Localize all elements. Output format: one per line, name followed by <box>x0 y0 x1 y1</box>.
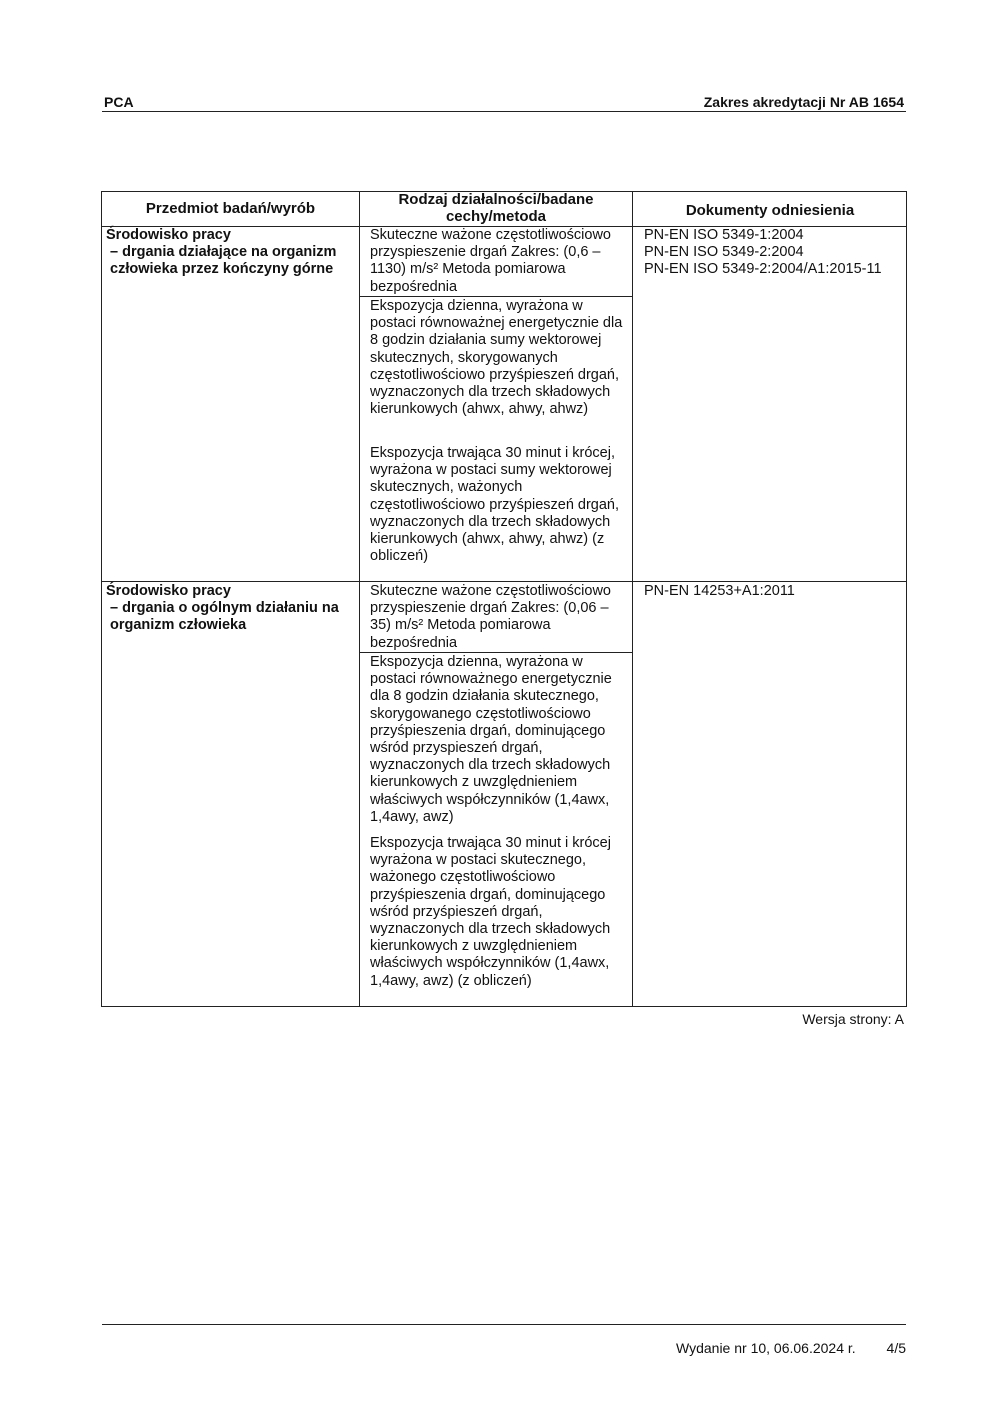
reference-item: PN-EN ISO 5349-2:2004 <box>644 244 804 260</box>
column-header-method: Rodzaj działalności/badane cechy/metoda <box>398 191 594 225</box>
header-left: PCA <box>104 94 134 110</box>
column-header-references: Dokumenty odniesienia <box>685 202 855 219</box>
reference-item: PN-EN 14253+A1:2011 <box>644 583 795 599</box>
reference-item: PN-EN ISO 5349-2:2004/A1:2015-11 <box>644 261 882 277</box>
footer-issue: Wydanie nr 10, 06.06.2024 r. <box>676 1340 856 1356</box>
reference-item: PN-EN ISO 5349-1:2004 <box>644 227 804 243</box>
method-daily-exposure: Ekspozycja dzienna, wyrażona w postaci równoważnej energetycznie dla 8 godzin działania sumy wektorowej skutecznych, skorygowanych częstotliwościowo przyśpieszeń drgań, wyznaczonych dla trzech składowych kierunkowych (ahwx, ahwy, ahwz) <box>370 298 623 418</box>
method-daily-exposure: Ekspozycja dzienna, wyrażona w postaci równoważnego energetycznie dla 8 godzin działania skutecznego, skorygowanego częstotliwościowo przyśpieszenia drgań, dominującego wśród przyspieszeń drgań, wyznaczonych dla trzech składowych kierunkowych z uwzględnieniem właściwych współczynników (1,4awx, 1,4awy, awz) <box>370 654 612 825</box>
row-subject <box>106 227 356 278</box>
header-rule <box>102 111 906 112</box>
footer-rule <box>102 1324 906 1325</box>
header-right: Zakres akredytacji Nr AB 1654 <box>703 94 904 110</box>
column-divider <box>359 192 360 1006</box>
reference-documents <box>644 227 904 278</box>
subject-title: Środowisko pracy <box>106 227 231 243</box>
subject-title: Środowisko pracy <box>106 583 231 599</box>
footer-page-number: 4/5 <box>886 1340 906 1356</box>
subject-detail: – drgania działające na organizm człowieka przez kończyny górne <box>110 244 337 277</box>
row-divider <box>102 581 906 582</box>
page-version: Wersja strony: A <box>802 1011 904 1027</box>
method-short-exposure: Ekspozycja trwająca 30 minut i krócej wyrażona w postaci skutecznego, ważonego częstotliwościowo przyśpieszenia drgań, dominującego wśród przyśpieszeń drgań, wyznaczonych dla trzech składowych kierunkowych z uwzględnieniem właściwych współczynników (1,4awx, 1,4awy, awz) (z obliczeń) <box>370 835 611 989</box>
method-measured-value: Skuteczne ważone częstotliwościowo przyspieszenie drgań Zakres: (0,6 – 1130) m/s² Metoda pomiarowa bezpośrednia <box>370 227 611 295</box>
method-short-exposure: Ekspozycja trwająca 30 minut i krócej, wyrażona w postaci sumy wektorowej skutecznych, ważonych częstotliwościowo przyśpieszeń drgań, wyznaczonych dla trzech składowych kierunkowych (ahwx, ahwy, ahwz) (z obliczeń) <box>370 445 620 565</box>
reference-documents <box>644 583 904 600</box>
subject-detail: – drgania o ogólnym działaniu na organizm człowieka <box>110 600 339 633</box>
column-divider <box>632 192 633 1006</box>
row-subject <box>106 583 356 634</box>
method-divider <box>359 296 632 297</box>
method-measured-value: Skuteczne ważone częstotliwościowo przyspieszenie drgań Zakres: (0,06 – 35) m/s² Metoda pomiarowa bezpośrednia <box>370 583 611 651</box>
column-header-subject: Przedmiot badań/wyrób <box>145 200 316 217</box>
accreditation-table <box>101 191 907 1007</box>
method-divider <box>359 652 632 653</box>
